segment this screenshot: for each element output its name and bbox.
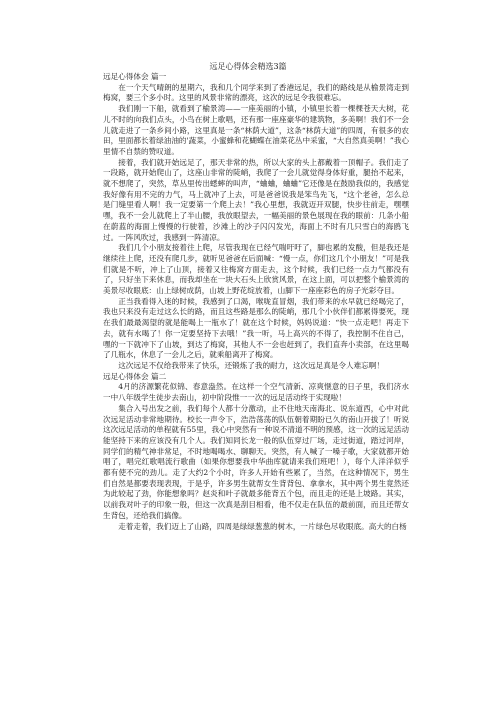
paragraph: 在一个天气晴朗的星期六，我和几个同学来到了香港远足，我们的路线是从榆景湾走到梅窝，要三个多小时。这里的风景非常的漂亮，这次的远足令我很难忘。	[103, 82, 409, 103]
paragraph: 这次远足不仅给我带来了快乐，还锻炼了我的耐力，这次远足真是令人难忘啊！	[118, 360, 384, 370]
section-two	[103, 372, 409, 533]
section-heading: 远足心得体会 篇二	[103, 371, 167, 381]
section-one	[103, 72, 409, 372]
paragraph: 正当我看得入迷的时候，我感到了口渴，喉咙直冒烟，我们带来的水早就已经喝完了，我也只来没有走过这么长的路，而且这些路是那么的陡峭，那几个小伙伴们都累得要死，现在我们最最渴望的就是能喝上一瓶水了！就在这个时候，妈妈说道：“快一点走吧！再走下去，就有水喝了！你一定要坚持下去哦！”我一听，马上高兴的不得了，我控制不住自己，嘿的一下就冲下了山坡，到达了梅窝，其他人不一会也赶到了，我们直奔小卖部，在这里喝了几瓶水，休息了一会儿之后，就乘船离开了梅窝。	[103, 296, 409, 360]
document-body	[103, 72, 409, 532]
paragraph: 我们刚一下船，就看到了榆景湾——一座美丽的小镇，小镇里长着一棵棵苍天大树，花儿不时的向我们点头，小鸟在树上歌唱，还有那一座座豪华的建筑物，多美啊！我们不一会儿就走进了一条乡间小路，这里真是一条“林荫大道”，这条“林荫大道”的四周，有很多的农田，里面都长着绿油油的'蔬菜，小蜜蜂和花蝴蝶在油菜花丛中采蜜，“大自然真美啊！”我心里情不自禁的赞叹道。	[103, 104, 410, 156]
paragraph: 4月的济源繁花似锦、春意盎然。在这样一个空气清新、凉爽惬意的日子里，我们济水一中八年级学生徒步去南山，初中阶段惟一一次的远足活动终于实现啦！	[103, 382, 409, 403]
section-heading: 远足心得体会 篇一	[103, 72, 167, 81]
paragraph: 走着走着，我们迈上了山路，四周是绿绿葱葱的树木，一片绿色尽收眼底。高大的白杨	[118, 521, 407, 531]
paragraph: 集合入号出发之前，我们每个人都十分激动，止不住地天南海北、说东道西，心中对此次远足活动非常地期待。校长一声令下，浩浩荡荡的队伍朝着期盼已久的南山开拔了！听说这次远足活动的单程就有55里，我心中突然有一种说不清道不明的预感，这一次的远足活动能坚持下来的应该没有几个人。我们知同长龙一般的队伍穿过厂场，走过街道，踏过河岸，同学们的精气神非常足，不时地喝喝水、聊聊天。突然，有人喊了一嗓子歌，大家就都开始唱了，唱完红歌唱流行歌曲（如果你想要我中华曲库就请来我们班吧！），每个人洋洋似乎都有使不完的劲儿。走了大约2个小时，许多人开始有些累了，当然，在这种情况下，男生们自然是都要表现表现，于是乎，许多男生就帮女生背背包、拿拿水，其中两个男生竟然还为此较起了劲，你能想象吗？赵炎和叶子就最多能背五个包，而且走的还是上坡路。其实，以前我对叶子的印象一般，但这一次真是刮目相看，他不仅走在队伍的最前面，而且还帮女生背包，还给我们搞像。	[103, 403, 409, 520]
paragraph: 我们几个小朋友接着往上爬，尽管我现在已经气喘吁吁了，脚也累的发酸，但是我还是继续往上爬，还没有爬几步，就听见爸爸在后面喊：“慢一点，你们这几个小朋友！”可是我们就是不听，冲上了山顶，接着又往梅窝方面走去，这个时候，我们已经一点力气都没有了，只好坐下来休息，而我却坐在一块大石头上欣赏风景，在这上面，可以把整个榆景湾的美景尽收眼底：山上绿树成荫，山坡上野花绽放着，山脚下一座座彩色的房子光彩夺目。	[103, 243, 409, 296]
document-title: 远足心得体会精选3篇	[209, 62, 287, 71]
paragraph: 接着，我们就开始远足了，那天非常的热，所以大家的头上都戴着一顶帽子。我们走了一段路，就开始爬山了，这座山非常的陡峭，我爬了一会儿就觉得身体好重，腿抬不起来，就不想爬了，突然，草丛里传出蟋蟀的叫声，“蛐蛐，蛐蛐”它还像是在鼓励我似的，我感觉我好像有用不完的力气，马上就冲了上去，可是爸爸说我是笨鸟先飞，“这个老爸，怎么总是门缝里看人啊！我一定要第一个爬上去！”我心里想，我就迈开双腿，快步往前走，嘿嘿嘿，我不一会儿就爬上了半山腰，我放眼望去，一幅美丽的景色展现在我的眼前：几条小船在蔚蓝的海面上慢慢的行驶着，沙滩上的沙子闪闪发光，海面上不时有几只雪白的海鸥飞过。一阵风吹过，我感到一阵清凉。	[103, 157, 409, 242]
